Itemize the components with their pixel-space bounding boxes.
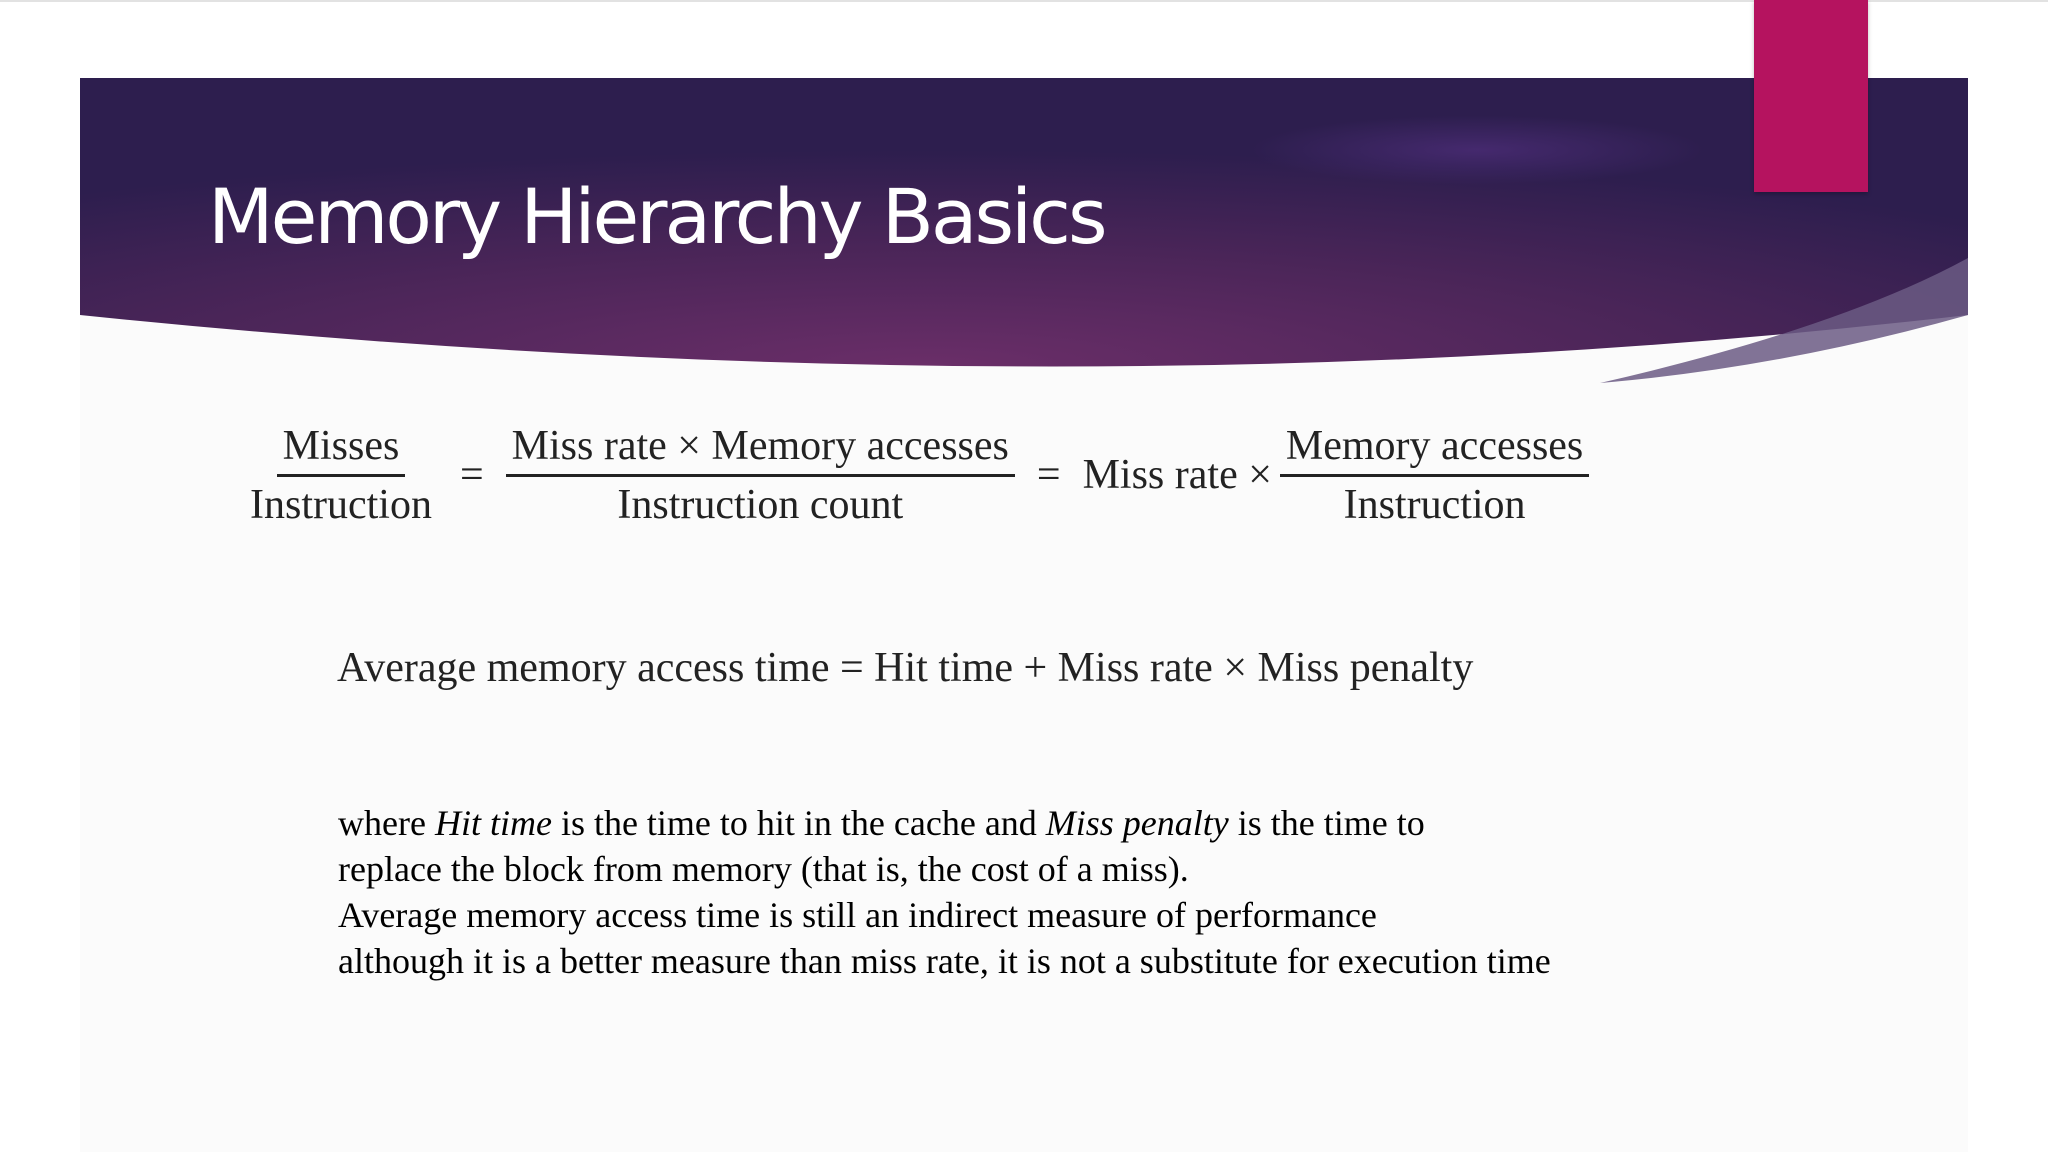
term-miss-penalty: Miss penalty	[1045, 803, 1229, 843]
equals-sign: =	[459, 452, 484, 498]
fraction-denominator: Instruction	[1343, 481, 1526, 528]
equals-sign: =	[1036, 452, 1061, 498]
term-hit-time: Hit time	[434, 803, 552, 843]
accent-tab	[1754, 0, 1868, 192]
slide-title: Memory Hierarchy Basics	[208, 172, 1105, 261]
fraction-numerator: Memory accesses	[1280, 422, 1589, 477]
fraction-denominator: Instruction count	[617, 481, 904, 528]
explanation-paragraph	[338, 800, 1551, 984]
top-divider	[0, 0, 2048, 2]
fraction-numerator: Miss rate × Memory accesses	[506, 422, 1015, 477]
misses-per-instruction-formula	[244, 420, 1589, 530]
fraction-misses-per-instruction	[244, 422, 438, 529]
paragraph-line: replace the block from memory (that is, the cost of a miss).	[338, 849, 1189, 889]
paragraph-line: although it is a better measure than miss rate, it is not a substitute for execution time	[338, 941, 1551, 981]
fraction-accesses-per-instruction	[1280, 422, 1589, 529]
fraction-missrate-accesses	[506, 422, 1015, 529]
amat-formula: Average memory access time = Hit time + Miss rate × Miss penalty	[337, 645, 1474, 691]
miss-rate-term: Miss rate ×	[1082, 452, 1272, 498]
fraction-numerator: Misses	[277, 422, 406, 477]
paragraph-line: where Hit time is the time to hit in the cache and Miss penalty is the time to	[338, 803, 1425, 843]
paragraph-line: Average memory access time is still an indirect measure of performance	[338, 895, 1377, 935]
fraction-denominator: Instruction	[250, 481, 432, 528]
